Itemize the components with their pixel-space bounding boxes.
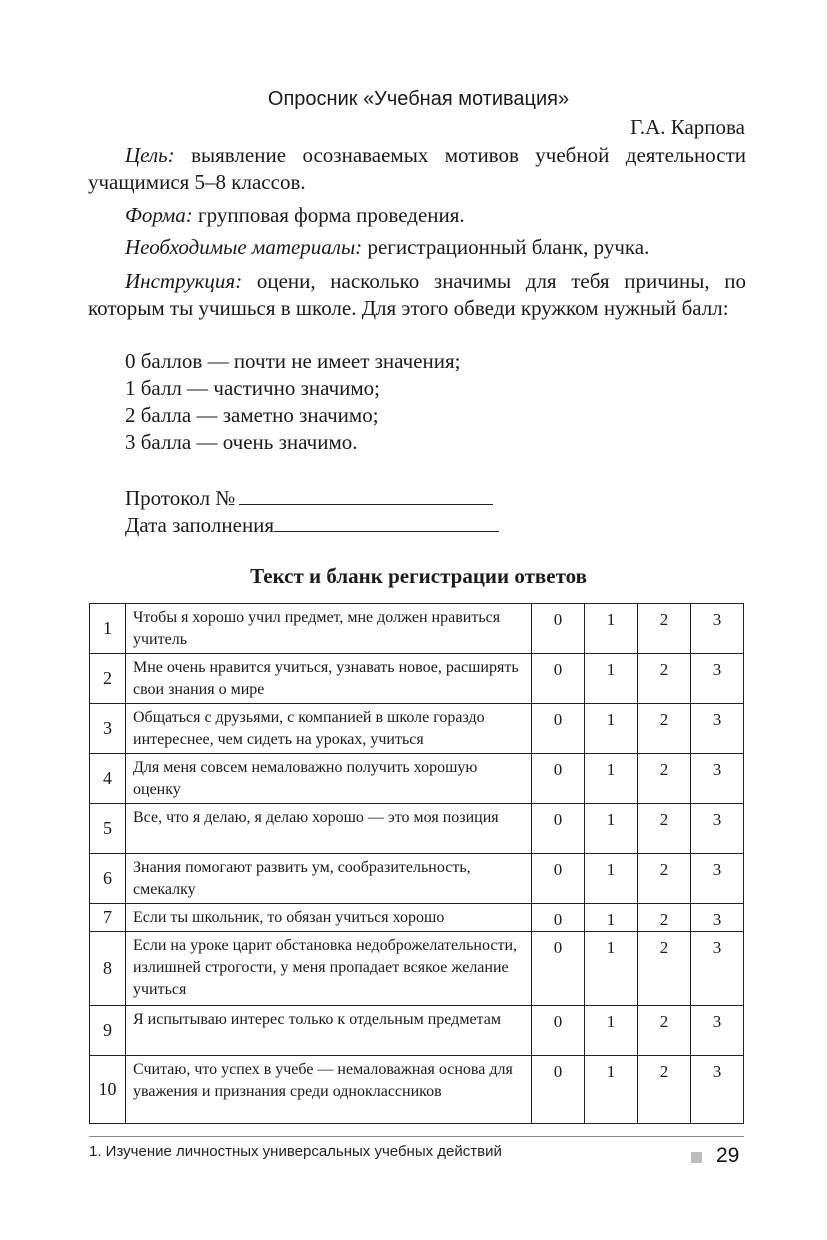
statement-text: Если на уроке царит обстановка недоброжелательности, излишней строгости, у меня пропадает всякое желание учиться (126, 932, 532, 1006)
score-option[interactable]: 3 (691, 704, 744, 754)
score-option[interactable]: 1 (585, 1056, 638, 1124)
table-row (90, 932, 744, 1006)
score-option[interactable]: 2 (638, 804, 691, 854)
form-label: Форма: (125, 203, 193, 227)
score-option[interactable]: 3 (691, 654, 744, 704)
score-option[interactable]: 2 (638, 854, 691, 904)
row-number: 6 (90, 854, 126, 904)
form-paragraph (88, 202, 746, 229)
row-number: 9 (90, 1006, 126, 1056)
materials-text: регистрационный бланк, ручка. (362, 235, 650, 259)
scale-item: 2 балла — заметно значимо; (125, 403, 379, 427)
date-label: Дата заполнения (125, 513, 275, 537)
statement-text: Чтобы я хорошо учил предмет, мне должен нравиться учитель (126, 604, 532, 654)
row-number: 7 (90, 904, 126, 932)
score-option[interactable]: 2 (638, 654, 691, 704)
score-option[interactable]: 3 (691, 754, 744, 804)
score-option[interactable]: 1 (585, 854, 638, 904)
score-option[interactable]: 2 (638, 604, 691, 654)
row-number: 8 (90, 932, 126, 1006)
score-option[interactable]: 0 (532, 932, 585, 1006)
score-option[interactable]: 2 (638, 754, 691, 804)
row-number: 10 (90, 1056, 126, 1124)
statement-text: Если ты школьник, то обязан учиться хорошо (126, 904, 532, 932)
score-option[interactable]: 0 (532, 1006, 585, 1056)
row-number: 4 (90, 754, 126, 804)
score-option[interactable]: 1 (585, 704, 638, 754)
statement-text: Общаться с друзьями, с компанией в школе гораздо интереснее, чем сидеть на уроках, учиться (126, 704, 532, 754)
goal-paragraph (88, 142, 746, 196)
score-option[interactable]: 2 (638, 704, 691, 754)
score-option[interactable]: 0 (532, 604, 585, 654)
score-option[interactable]: 0 (532, 904, 585, 932)
score-option[interactable]: 2 (638, 1006, 691, 1056)
row-number: 2 (90, 654, 126, 704)
score-option[interactable]: 0 (532, 754, 585, 804)
response-table (89, 603, 744, 1124)
row-number: 1 (90, 604, 126, 654)
statement-text: Мне очень нравится учиться, узнавать новое, расширять свои знания о мире (126, 654, 532, 704)
protocol-field (239, 484, 493, 505)
score-option[interactable]: 3 (691, 604, 744, 654)
score-option[interactable]: 1 (585, 604, 638, 654)
scale-item: 3 балла — очень значимо. (125, 430, 358, 454)
score-option[interactable]: 2 (638, 904, 691, 932)
table-row (90, 604, 744, 654)
score-option[interactable]: 1 (585, 932, 638, 1006)
score-option[interactable]: 3 (691, 804, 744, 854)
score-option[interactable]: 3 (691, 932, 744, 1006)
table-row (90, 904, 744, 932)
row-number: 5 (90, 804, 126, 854)
instruction-paragraph (88, 268, 746, 322)
date-line (125, 511, 499, 539)
score-option[interactable]: 0 (532, 854, 585, 904)
materials-paragraph (88, 234, 746, 261)
statement-text: Считаю, что успех в учебе — немаловажная основа для уважения и признания среди одноклассников (126, 1056, 532, 1124)
table-row (90, 1006, 744, 1056)
protocol-line (125, 484, 493, 512)
statement-text: Все, что я делаю, я делаю хорошо — это моя позиция (126, 804, 532, 854)
page-number: 29 (716, 1144, 740, 1167)
author: Г.А. Карпова (630, 115, 745, 139)
score-option[interactable]: 0 (532, 654, 585, 704)
score-option[interactable]: 3 (691, 1006, 744, 1056)
score-option[interactable]: 3 (691, 904, 744, 932)
statement-text: Знания помогают развить ум, сообразительность, смекалку (126, 854, 532, 904)
table-row (90, 654, 744, 704)
statement-text: Я испытываю интерес только к отдельным предметам (126, 1006, 532, 1056)
row-number: 3 (90, 704, 126, 754)
table-row (90, 804, 744, 854)
footer-square-icon (691, 1152, 702, 1163)
goal-label: Цель: (125, 143, 175, 167)
protocol-label: Протокол № (125, 486, 236, 510)
section-title: Текст и бланк регистрации ответов (250, 564, 587, 588)
score-option[interactable]: 1 (585, 1006, 638, 1056)
footer-text: 1. Изучение личностных универсальных учебных действий (89, 1143, 502, 1160)
score-option[interactable]: 0 (532, 704, 585, 754)
footer-divider (89, 1136, 744, 1137)
scale-item: 0 баллов — почти не имеет значения; (125, 349, 461, 373)
scale-item: 1 балл — частично значимо; (125, 376, 381, 400)
date-field (274, 511, 499, 532)
instruction-label: Инструкция: (125, 269, 243, 293)
score-option[interactable]: 1 (585, 654, 638, 704)
table-row (90, 754, 744, 804)
table-row (90, 704, 744, 754)
goal-text: выявление осознаваемых мотивов учебной деятельности учащимися 5–8 классов. (88, 143, 746, 194)
materials-label: Необходимые материалы: (125, 235, 363, 259)
table-row (90, 1056, 744, 1124)
score-option[interactable]: 0 (532, 1056, 585, 1124)
instruction-text: оцени, насколько значимы для тебя причины, по которым ты учишься в школе. Для этого обведи кружком нужный балл: (88, 269, 746, 320)
table-row (90, 854, 744, 904)
score-option[interactable]: 1 (585, 754, 638, 804)
page-title: Опросник «Учебная мотивация» (267, 88, 570, 110)
form-text: групповая форма проведения. (192, 203, 465, 227)
score-option[interactable]: 0 (532, 804, 585, 854)
score-option[interactable]: 2 (638, 932, 691, 1006)
score-option[interactable]: 3 (691, 854, 744, 904)
score-option[interactable]: 1 (585, 904, 638, 932)
score-option[interactable]: 1 (585, 804, 638, 854)
score-option[interactable]: 3 (691, 1056, 744, 1124)
statement-text: Для меня совсем немаловажно получить хорошую оценку (126, 754, 532, 804)
score-option[interactable]: 2 (638, 1056, 691, 1124)
